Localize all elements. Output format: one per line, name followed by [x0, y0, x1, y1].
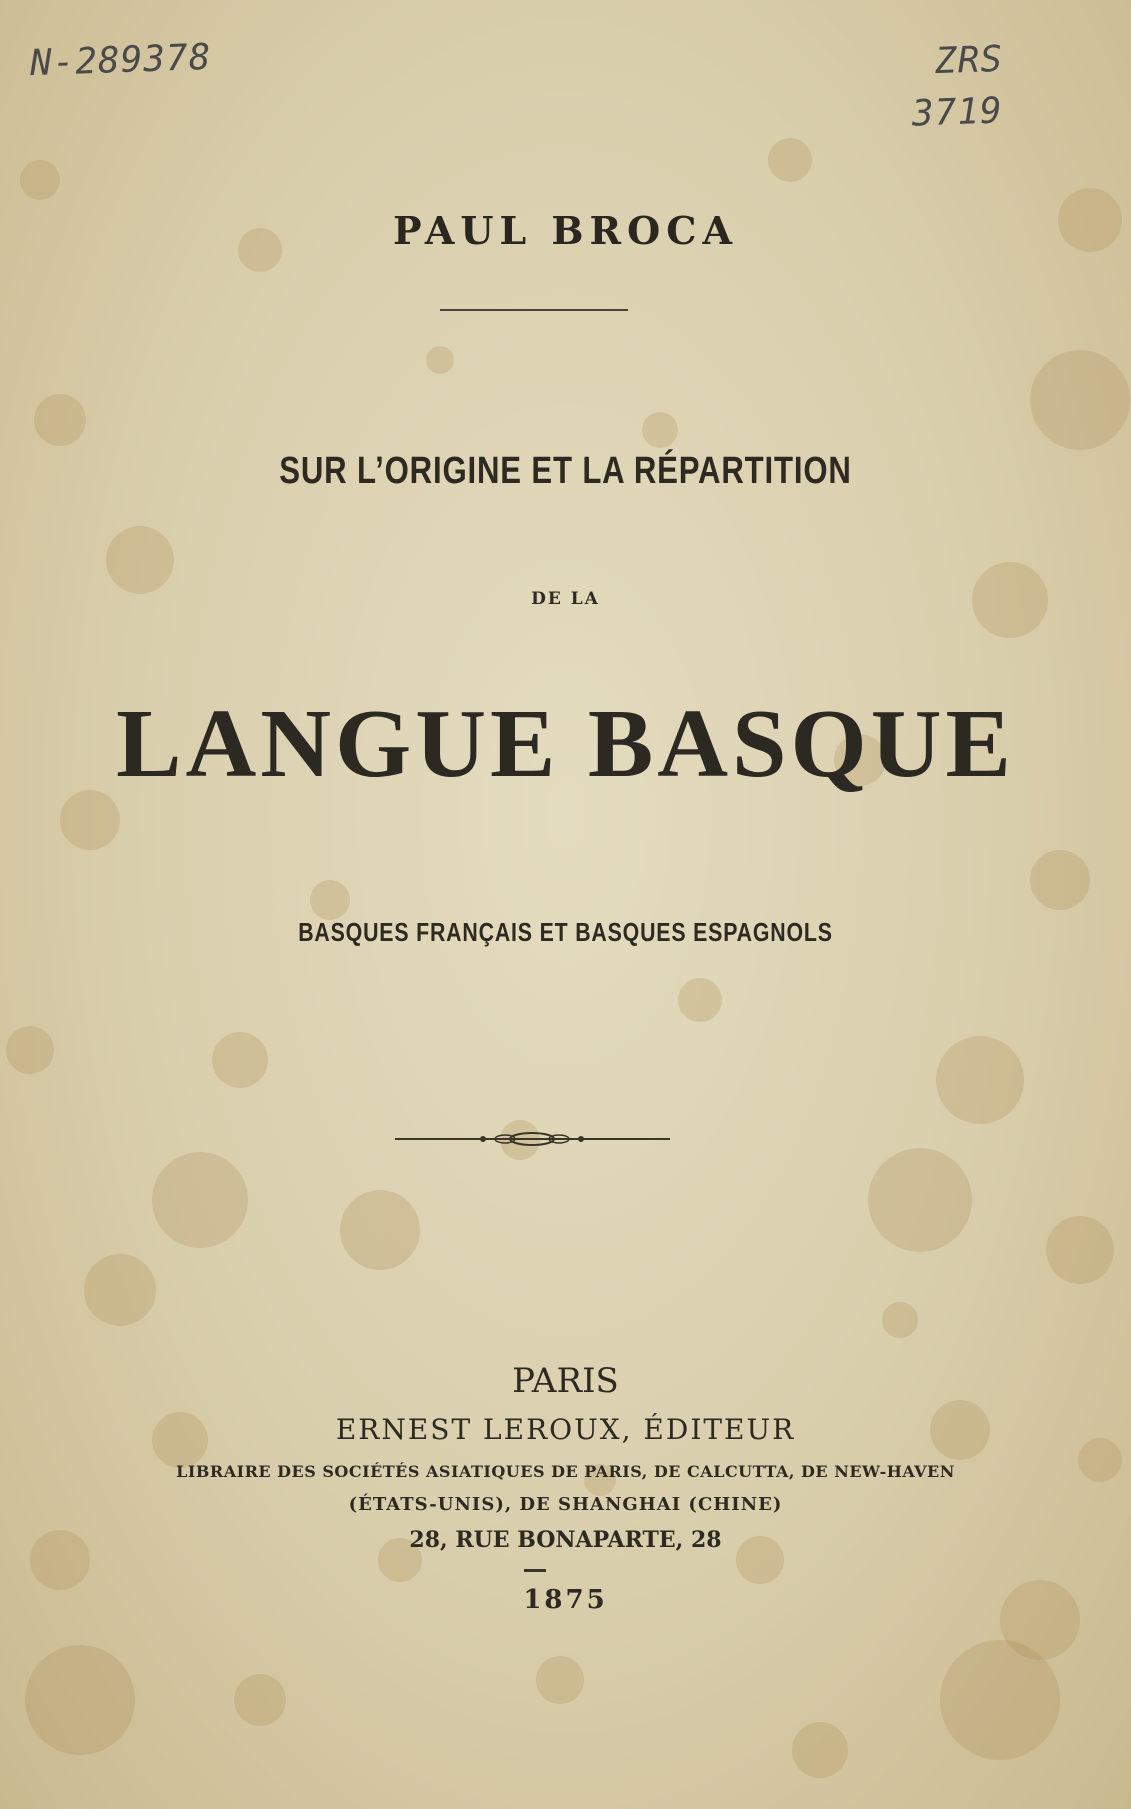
- author-name: PAUL BROCA: [393, 208, 738, 253]
- imprint-address: 28, RUE BONAPARTE, 28: [409, 1527, 722, 1553]
- imprint-bookseller-line-2: (ÉTATS-UNIS), DE SHANGHAI (CHINE): [348, 1494, 783, 1515]
- title-line-1: SUR L’ORIGINE ET LA RÉPARTITION: [279, 450, 852, 492]
- title-line-2: DE LA: [531, 589, 600, 609]
- imprint-city: PARIS: [512, 1361, 619, 1401]
- imprint-year: 1875: [523, 1585, 608, 1615]
- ornament-divider: [395, 1128, 670, 1150]
- subtitle: BASQUES FRANÇAIS ET BASQUES ESPAGNOLS: [298, 917, 833, 947]
- year-rule: [524, 1569, 546, 1572]
- shelfmark-right-line2: 3719: [911, 90, 1004, 135]
- title-line-3: LANGUE BASQUE: [116, 690, 1015, 798]
- author-rule: [440, 309, 628, 311]
- imprint-bookseller-line-1: LIBRAIRE DES SOCIÉTÉS ASIATIQUES DE PARIS, DE CALCUTTA, DE NEW-HAVEN: [176, 1462, 955, 1481]
- shelfmark-left: N-289378: [29, 36, 213, 85]
- imprint-publisher: ERNEST LEROUX, ÉDITEUR: [335, 1413, 796, 1446]
- shelfmark-right-line1: ZRS: [934, 38, 1004, 83]
